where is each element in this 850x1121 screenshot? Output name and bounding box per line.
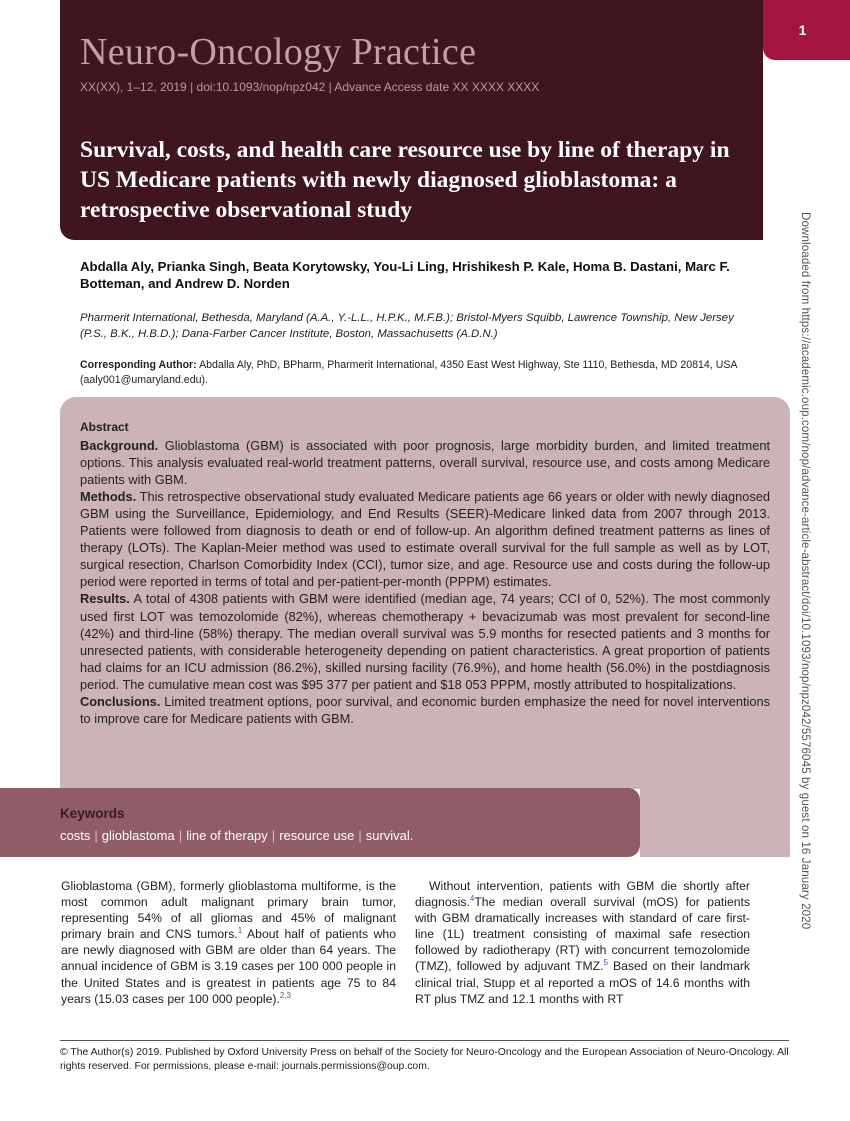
keywords-right-fill (640, 788, 790, 857)
article-title: Survival, costs, and health care resource use by line of therapy in US Medicare patients with newly diagnosed glioblastoma: a retrospective observational study (80, 137, 730, 223)
right-text-3: Based on their landmark clinical trial, Stupp et al reported a mOS of 14.6 months with RT plus TMZ and 12.1 months with RT (415, 959, 750, 1006)
conclusions-text: Limited treatment options, poor survival, and economic burden emphasize the need for novel interventions to improve care for Medicare patients with GBM. (80, 693, 770, 726)
abstract-conclusions (80, 693, 770, 727)
keyword-separator: | (271, 828, 276, 843)
abstract-results (80, 590, 770, 692)
body-column-right (415, 878, 750, 1007)
body-column-left (61, 878, 396, 1007)
background-text: Glioblastoma (GBM) is associated with poor prognosis, large morbidity burden, and limited treatment options. This analysis evaluated real-world treatment patterns, overall survival, resource use, and costs among Medicare patients with GBM. (80, 438, 770, 488)
results-label: Results. (80, 591, 130, 607)
methods-label: Methods. (80, 489, 137, 505)
citation-link[interactable]: 5 (603, 958, 608, 968)
keywords-heading: Keywords (60, 806, 125, 821)
corresponding-label: Corresponding Author: (80, 359, 197, 371)
abstract-background (80, 437, 770, 488)
keyword-separator: | (94, 828, 98, 843)
background-label: Background. (80, 438, 159, 454)
copyright-footer: © The Author(s) 2019. Published by Oxford University Press on behalf of the Society for Neuro-Oncology and the European Association of Neuro-Oncology. All rights reserved. For permissions, please e-mail: journals.permissions@oup.com. (60, 1047, 789, 1072)
keywords-box (0, 788, 640, 857)
abstract-box (60, 397, 790, 789)
page-number: 1 (763, 0, 850, 60)
right-text-2: The median overall survival (mOS) for patients with GBM dramatically increases with standard of care first-line (1L) treatment consisting of maximal safe resection followed by radiotherapy (RT) with concurrent temozolomide (TMZ), followed by adjuvant TMZ. (415, 895, 750, 974)
author-list: Abdalla Aly, Prianka Singh, Beata Korytowsky, You-Li Ling, Hrishikesh P. Kale, Homa B. Dastani, Marc F. Botteman, and Andrew D. Norden (80, 259, 730, 291)
keyword-item[interactable]: glioblastoma (101, 828, 175, 843)
corresponding-author (80, 358, 760, 388)
right-text-1: Without intervention, patients with GBM die shortly after diagnosis. (415, 879, 750, 910)
download-note: Downloaded from https://academic.oup.com/nop/advance-article-abstract/doi/10.1093/nop/npz042/5576045 by guest on 16 January 2020 (799, 212, 812, 930)
keywords-list (60, 828, 640, 843)
affiliations: Pharmerit International, Bethesda, Maryland (A.A., Y.-L.L., H.P.K., M.F.B.); Bristol-Myers Squibb, Lawrence Township, New Jersey (P.S., B.K., H.B.D.); Dana-Farber Cancer Institute, Boston, Massachusetts (A.D.N.) (80, 312, 734, 340)
abstract-methods (80, 488, 770, 590)
results-text: A total of 4308 patients with GBM were identified (median age, 74 years; CCI of 0, 52%). The most commonly used first LOT was temozolomide (82%), whereas chemotherapy + bevacizumab was most prevalent for second-line (42%) and third-line (58%) therapy. The median overall survival was 5.9 months for resected patients and 3 months for unresected patients, with considerable heterogeneity depending on patient characteristics. A great proportion of patients had claims for an ICU admission (86.2%), skilled nursing facility (76.9%), and home health (56.0%) in the postdiagnosis period. The cumulative mean cost was $95 377 per patient and $18 053 PPPM, mostly attributed to hospitalizations. (80, 591, 770, 692)
footer-divider (60, 1040, 789, 1041)
keyword-item[interactable]: resource use (279, 828, 355, 843)
journal-name: Neuro-Oncology Practice (80, 31, 477, 73)
left-text-2: About half of patients who are newly diagnosed with GBM are older than 64 years. The annual incidence of GBM is 3.19 cases per 100 000 people in the United States and is greatest in patients age 75 to 84 years (15.03 cases per 100 000 people). (61, 927, 396, 1006)
abstract-heading: Abstract (80, 420, 129, 434)
article-meta: XX(XX), 1–12, 2019 | doi:10.1093/nop/npz042 | Advance Access date XX XXXX XXXX (80, 80, 540, 94)
citation-link[interactable]: 1 (237, 926, 243, 936)
keyword-separator: | (178, 828, 183, 843)
journal-header (60, 0, 763, 240)
left-text-1: Glioblastoma (GBM), formerly glioblastoma multiforme, is the most common adult malignant primary brain tumor, representing 54% of all gliomas and 45% of malignant primary brain and CNS tumors. (61, 879, 396, 942)
citation-link[interactable]: 2,3 (279, 990, 291, 1000)
citation-link[interactable]: 4 (469, 894, 475, 904)
keyword-item[interactable]: survival. (365, 828, 414, 843)
methods-text: This retrospective observational study evaluated Medicare patients age 66 years or older with newly diagnosed GBM using the Surveillance, Epidemiology, and End Results (SEER)-Medicare linked data from 2007 through 2013. Patients were followed from diagnosis to death or end of follow-up. An algorithm defined treatment patterns as lines of therapy (LOTs). The Kaplan-Meier method was used to estimate overall survival for the full sample as well as by LOT, surgical resection, Charlson Comorbidity Index (CCI), tumor size, and age. Resource use and costs during the follow-up period were reported in terms of total and per-patient-per-month (PPPM) estimates. (80, 489, 770, 590)
keyword-separator: | (358, 828, 362, 843)
keyword-item[interactable]: costs (60, 828, 91, 843)
corresponding-text: Abdalla Aly, PhD, BPharm, Pharmerit International, 4350 East West Highway, Ste 1110, Bethesda, MD 20814, USA (aaly001@umaryland.edu). (80, 359, 737, 386)
keyword-item[interactable]: line of therapy (186, 828, 268, 843)
conclusions-label: Conclusions. (80, 693, 161, 709)
